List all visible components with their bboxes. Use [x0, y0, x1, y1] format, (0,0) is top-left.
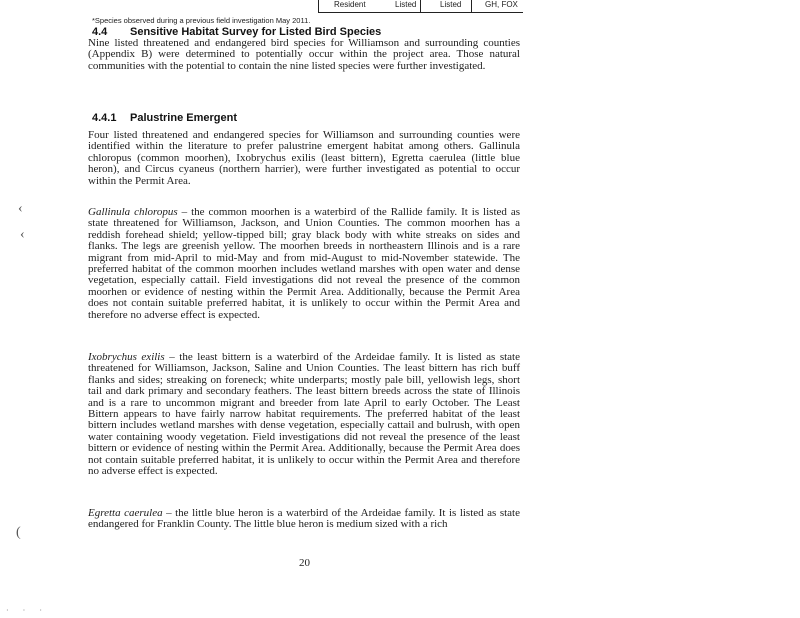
section-number: 4.4.1 [92, 112, 117, 124]
table-cell: Resident [334, 0, 366, 9]
page-number: 20 [299, 557, 310, 569]
species-name: Gallinula chloropus [88, 206, 178, 218]
species-name: Ixobrychus exilis [88, 351, 165, 363]
section-heading-4-4-1 [92, 112, 237, 124]
table-cell: Listed [395, 0, 417, 9]
species-description: – the little blue heron is a waterbird of the Ardeidae family. It is listed as state endangered for Franklin County. The little blue heron is medium sized with a rich [88, 507, 520, 531]
species-description: – the least bittern is a waterbird of the Ardeidae family. It is listed as state threatened for Williamson, Jackson, Saline and Union Counties. The least bittern has rich buff flanks and sides; streaking on foreneck; white underparts; mostly pale bill, yellowish legs, short tail and dark primary and secondary feathers. The least bittern breeds across the state of Illinois and is a rare to uncommon migrant and breeder from late April to early October. The Least Bittern appears to have fairly narrow habitat requirements. The preferred habitat of the least bittern includes wetland marshes with dense vegetation, especially cattail and bulrush, with open water containing woody vegetation. Field investigations did not reveal the presence of the least bittern or evidence of nesting within the Permit Area. Additionally, because the Permit Area does not contain suitable preferred habitat, it is unlikely to occur within the Permit Area and therefore no adverse effect is expected. [88, 351, 520, 478]
table-fragment [88, 0, 528, 14]
margin-mark: ‹ [18, 201, 23, 216]
table-cell: GH, FOX [485, 0, 518, 9]
section-title: Sensitive Habitat Survey for Listed Bird Species [130, 26, 382, 38]
margin-mark: ( [16, 525, 21, 540]
section-number: 4.4 [92, 26, 108, 38]
table-rule [318, 12, 523, 13]
table-footnote: *Species observed during a previous field investigation May 2011. [92, 16, 311, 25]
section-paragraph: Nine listed threatened and endangered bird species for Williamson and surrounding counties (Appendix B) were determined to potentially occur within the project area. Those natural communities with the potential to contain the nine listed species were further investigated. [88, 37, 520, 72]
intro-paragraph: Four listed threatened and endangered species for Williamson and surrounding counties were identified within the literature to prefer palustrine emergent habitat among others. Gallinula chloropus (common moorhen), Ixobrychus exilis (least bittern), Egretta caerulea (little blue heron), and Circus cyaneus (northern harrier), were further investigated as potential to occur within the Permit Area. [88, 129, 520, 187]
species-paragraph-heron [88, 508, 520, 531]
species-paragraph-bittern [88, 352, 520, 477]
species-name: Egretta caerulea [88, 507, 163, 519]
scan-artifact: · · · [6, 606, 48, 615]
table-cell: Listed [440, 0, 462, 9]
margin-mark: ‹ [20, 227, 25, 242]
species-paragraph-moorhen [88, 207, 520, 321]
section-title: Palustrine Emergent [130, 112, 237, 124]
species-description: – the common moorhen is a waterbird of the Rallide family. It is listed as state threatened for Williamson, Jackson, and Union Counties. The common moorhen has a reddish forehead shield; yellow-tipped bill; gray black body with white streaks on sides and flanks. The legs are greenish yellow. The moorhen breeds in northeastern Illinois and is a rare migrant from mid-April to mid-May and from mid-August to mid-November statewide. The preferred habitat of the common moorhen includes wetland marshes with open water and dense vegetation, especially cattail. Field investigations did not reveal the presence of the common moorhen or evidence of nesting within the Permit Area. Additionally, because the Permit Area does not contain suitable preferred habitat, it is unlikely to occur within the Permit Area and therefore no adverse effect is expected. [88, 206, 521, 321]
